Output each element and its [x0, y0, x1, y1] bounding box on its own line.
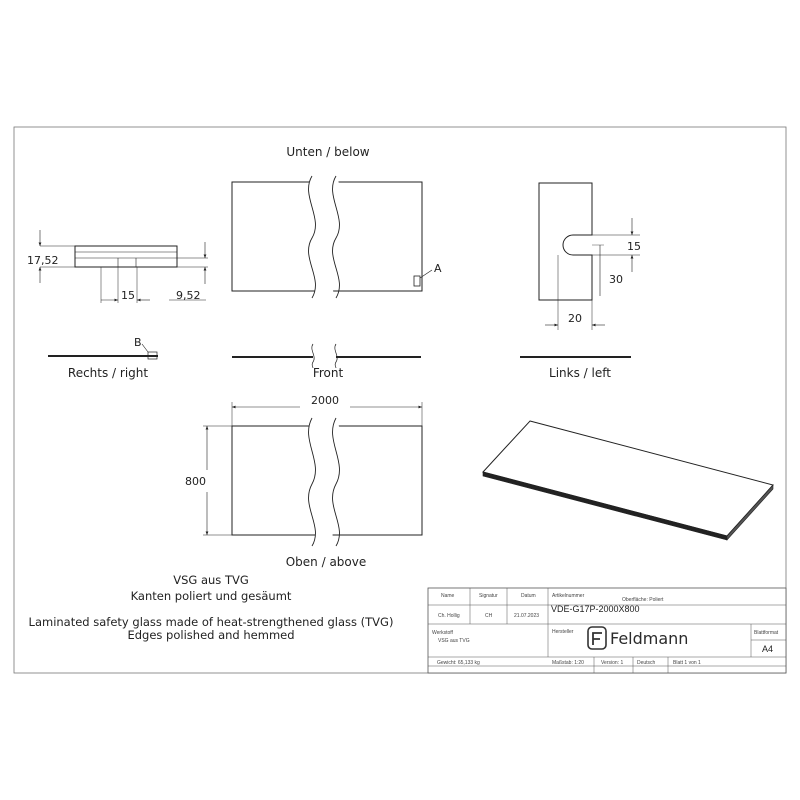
dim-15-side: 15 [627, 240, 641, 253]
dim-30: 30 [609, 273, 623, 286]
tb-signatur: CH [485, 613, 493, 619]
tb-head-werkstoff: Werkstoff [432, 630, 453, 636]
note-line-1: VSG aus TVG [173, 573, 249, 587]
tb-head-blattformat: Blattformat [754, 630, 779, 636]
detail-a-marker: A [434, 262, 442, 275]
dim-width: 800 [185, 475, 206, 488]
tb-datum: 21.07.2023 [514, 613, 540, 619]
notes [29, 573, 394, 642]
tb-gewicht: Gewicht: 65,133 kg [437, 660, 480, 666]
view-left-edge [520, 357, 631, 380]
dim-length: 2000 [311, 394, 339, 407]
note-line-2: Kanten poliert und gesäumt [130, 589, 292, 603]
tb-werkstoff: VSG aus TVG [438, 638, 470, 644]
dim-20: 20 [568, 312, 582, 325]
view-label-front: Front [312, 366, 344, 380]
tb-name: Ch. Hollig [438, 613, 460, 619]
title-block [428, 588, 786, 673]
tb-head-oberflaeche: Oberfläche: Poliert [622, 597, 664, 603]
tb-head-name: Name [441, 593, 455, 599]
tb-blattformat: A4 [762, 644, 774, 654]
tb-head-datum: Datum [521, 593, 536, 599]
view-right-edge [48, 336, 158, 380]
tb-artikel: VDE-G17P-2000X800 [551, 604, 640, 614]
side-outline [539, 183, 592, 300]
tb-brand: Feldmann [610, 629, 689, 648]
dim-15-section: 15 [121, 289, 135, 302]
tb-head-signatur: Signatur [479, 593, 498, 599]
tb-massstab: Maßstab: 1:20 [552, 660, 584, 666]
note-line-4: Edges polished and hemmed [127, 628, 295, 642]
view-label-above: Oben / above [285, 555, 367, 569]
tb-head-artikel: Artikelnummer [552, 593, 585, 599]
view-label-right: Rechts / right [67, 366, 149, 380]
view-label-below: Unten / below [286, 145, 370, 159]
tb-version: Version: 1 [601, 660, 624, 666]
tb-head-hersteller: Hersteller [552, 629, 574, 635]
view-above [185, 394, 422, 569]
view-side-left [539, 183, 641, 330]
isometric-view [483, 421, 773, 540]
note-line-3: Laminated safety glass made of heat-strengthened glass (TVG) [28, 615, 394, 629]
section-body [75, 246, 177, 267]
view-label-left: Links / left [549, 366, 611, 380]
dim-thickness: 17,52 [27, 254, 59, 267]
dim-952: 9,52 [176, 289, 201, 302]
view-below [232, 145, 442, 298]
detail-b-marker: B [134, 336, 142, 349]
view-section-left [27, 230, 208, 303]
view-front-edge [232, 344, 421, 380]
tb-blatt: Blatt 1 von 1 [673, 660, 701, 666]
tb-sprache: Deutsch [637, 660, 656, 666]
